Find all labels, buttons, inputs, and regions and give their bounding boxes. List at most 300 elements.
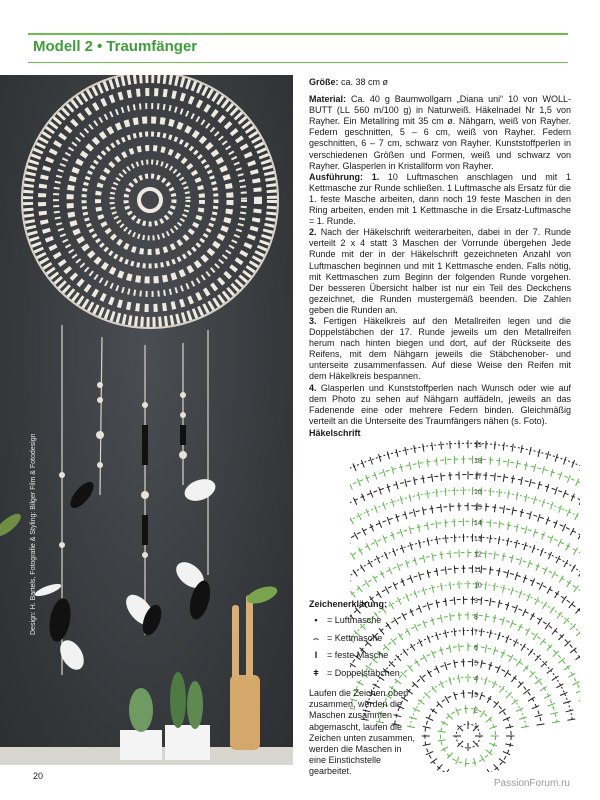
chart-stitch [559, 505, 562, 512]
chart-round-number: 3 [474, 691, 478, 699]
size-value: ca. 38 cm ø [338, 77, 389, 87]
chart-stitch [419, 639, 423, 646]
page-title [33, 38, 197, 55]
chart-stitch [440, 647, 442, 655]
material-label: Material: [309, 94, 347, 105]
chart-stitch [498, 632, 500, 640]
chart-stitch [419, 572, 421, 580]
chart-round-number: 14 [474, 520, 482, 528]
chart-stitch [383, 502, 386, 510]
chart-stitch [379, 520, 382, 527]
chart-stitch [542, 499, 545, 507]
chart-stitch [374, 505, 377, 512]
chart-stitch [441, 551, 442, 559]
chart-stitch [436, 632, 438, 640]
chart-stitch [436, 568, 437, 576]
chart-stitch [512, 444, 513, 452]
chart-stitch [353, 570, 358, 577]
chart-stitch [445, 567, 446, 575]
chart-stitch [516, 460, 517, 468]
chart-stitch [544, 567, 547, 574]
chart-stitch [576, 655, 581, 660]
chart-stitch [362, 528, 366, 535]
chart-stitch [503, 506, 504, 514]
chart-round-number: 18 [474, 457, 482, 465]
chart-stitch [512, 475, 513, 483]
chart-stitch [525, 494, 527, 502]
chart-stitch [383, 536, 386, 543]
chart-stitch [427, 522, 429, 530]
chart-stitch [387, 451, 389, 459]
chart-stitch [445, 488, 446, 496]
chart-stitch [519, 590, 522, 598]
chart-stitch [445, 598, 446, 606]
chart-stitch [507, 538, 509, 546]
chart-stitch [454, 534, 455, 542]
chart-stitch [481, 628, 482, 636]
single-crochet-icon: I [314, 650, 318, 660]
chart-stitch [552, 676, 559, 680]
chart-stitch [567, 719, 575, 720]
step-3 [309, 316, 571, 383]
chart-stitch [410, 575, 413, 583]
chart-stitch [505, 726, 513, 728]
chart-stitch [508, 522, 510, 530]
chart-stitch [546, 517, 549, 525]
chart-stitch [516, 540, 518, 548]
legend-item [309, 612, 400, 630]
chart-stitch [432, 553, 434, 561]
chart-stitch [353, 498, 357, 505]
chart-stitch [414, 509, 416, 517]
chart-stitch [414, 590, 417, 598]
chart-stitch [529, 479, 531, 487]
chart-stitch [393, 582, 397, 589]
chart-stitch [489, 662, 491, 670]
step-2-text: Nach der Häkelschrift weiterarbeiten, dabei in der 7. Runde verteilt 2 x 4 statt 3 Maschen der Vorrunde übergehen Jede Runde mit der in der Häkelschrift gezeichneten Anzahl von Luftmaschen beginnen und mit 1 Kettmasche enden. Falls nötig, mit Kettmaschen zum Beginn der folgenden Runde vorgehen. Der besseren Übersicht halber ist nur ein Teil des Deckchens gezeichnet, die Runden mustergemäß beenden. Die Zahlen geben die Runden an. [309, 227, 571, 315]
chart-stitch [436, 600, 438, 608]
chart-stitch [405, 479, 407, 487]
chart-stitch [454, 692, 457, 700]
chart-stitch [579, 570, 580, 577]
chart-round-number: 17 [474, 473, 482, 481]
chart-stitch [466, 706, 467, 714]
top-rule [28, 33, 568, 35]
chart-stitch [436, 521, 437, 529]
chart-stitch [436, 536, 437, 544]
chart-stitch [427, 635, 430, 642]
chart-round [425, 693, 511, 772]
chart-stitch [481, 597, 482, 605]
step-1 [309, 172, 571, 227]
chart-stitch [458, 675, 459, 683]
chart-stitch [400, 496, 402, 504]
chart-stitch [441, 615, 443, 623]
chart-stitch [436, 489, 437, 497]
chart-stitch [512, 507, 514, 515]
chart-round [440, 708, 495, 763]
chart-stitch [379, 487, 382, 495]
chart-stitch [427, 602, 429, 610]
chart-stitch [503, 474, 504, 482]
chart-stitch [402, 613, 406, 620]
chart-stitch [529, 511, 531, 519]
chart-stitch [423, 507, 425, 515]
chart-stitch [506, 692, 512, 698]
page-number: 20 [33, 771, 44, 781]
legend-item [309, 647, 400, 665]
legend-item [309, 630, 400, 648]
chart-stitch [427, 538, 429, 546]
chart-stitch [534, 496, 536, 504]
chart-stitch [506, 602, 508, 610]
chart-stitch [503, 752, 510, 755]
chart-stitch [542, 532, 545, 540]
chart-stitch [450, 550, 451, 558]
chart-round-number: 9 [474, 598, 478, 606]
chart-stitch [559, 472, 562, 480]
chart-stitch [463, 659, 464, 667]
chart-stitch [375, 539, 378, 546]
chart-stitch [441, 442, 442, 450]
chart-stitch [555, 454, 557, 462]
model-number: Modell 2 [33, 38, 94, 55]
chart-stitch [423, 744, 431, 746]
chart-stitch [450, 503, 451, 511]
chart-stitch [499, 458, 500, 466]
chart-stitch [370, 457, 373, 465]
chart-stitch [507, 570, 509, 578]
chart-stitch [440, 681, 444, 688]
chart-round-number: 8 [474, 613, 478, 621]
chart-stitch [438, 740, 446, 741]
chart-stitch [432, 506, 433, 514]
chart-stitch [414, 624, 417, 631]
chart-stitch [436, 458, 437, 466]
material-paragraph [309, 94, 571, 172]
chart-stitch [560, 692, 567, 695]
chart-stitch [555, 487, 558, 495]
legend-label: = Doppelstäbchen [327, 667, 400, 678]
chart-stitch [521, 477, 523, 485]
chart-stitch [445, 769, 449, 772]
chart-stitch [521, 445, 522, 453]
chart-round-number: 10 [474, 582, 482, 590]
chart-stitch [506, 635, 509, 642]
chart-stitch [547, 451, 549, 459]
chart-round-number: 16 [474, 489, 482, 496]
chart-stitch [557, 612, 562, 618]
chart-stitch [535, 655, 540, 661]
chart-stitch [563, 701, 571, 704]
chart-stitch [485, 613, 486, 621]
legend-label: = Kettmasche [327, 632, 383, 643]
chart-stitch [490, 488, 491, 496]
chart-stitch [400, 529, 403, 537]
chart-stitch [490, 567, 491, 575]
chart-stitch [438, 731, 446, 732]
chart-stitch [499, 521, 500, 529]
chart-stitch [532, 706, 539, 709]
chart-stitch [490, 457, 491, 465]
chart-stitch [537, 724, 545, 725]
chart-stitch [550, 607, 554, 614]
chart-stitch [552, 722, 560, 723]
chart-stitch [361, 460, 364, 468]
chart-stitch [409, 494, 411, 502]
chart-stitch [392, 499, 395, 507]
chart-stitch [414, 557, 416, 565]
step-4-text: Glasperlen und Kunststoffperlen nach Wunsch oder wie auf dem Photo zu sehen auf Nähgarn auffädeln, jeweils an das Fadenende eine oder mehrere Federn binden. Gleichmäßig verteilt an die Unterseite des Traumfängers nähen (s. Foto). [309, 382, 571, 426]
step-2-number: 2. [309, 227, 317, 238]
chart-stitch [520, 557, 522, 565]
chart-stitch [449, 677, 452, 685]
chart-stitch [505, 744, 513, 746]
chart-stitch [490, 535, 491, 543]
chart-stitch [350, 517, 353, 524]
chart-stitch [387, 517, 390, 525]
chart-stitch [450, 582, 451, 590]
chart-stitch [495, 504, 496, 512]
chart-stitch [400, 464, 402, 472]
chart-stitch [423, 620, 426, 627]
chart-stitch [499, 489, 500, 497]
chart-round [410, 677, 526, 727]
step-1-number: 1. [363, 171, 380, 182]
chart-stitch [486, 472, 487, 480]
chart-stitch [459, 612, 460, 620]
chart-stitch [426, 752, 433, 755]
step-3-text: Fertigen Häkelkreis auf den Metallreifen legen und die Doppelstäbchen der 17. Runde jeweils um den Metallreifen herum nach hinten biegen und dort, auf der Rückseite des Reifens, mit dem Nähgarn jeweils die Stäbchenober- und unterseite zusammenfassen. Auf diese Weise den Reifen mit dem Häkelkreis bespannen. [309, 315, 571, 382]
chart-round-number: 4 [474, 676, 478, 684]
chart-stitch [579, 498, 580, 505]
chart-stitch [489, 743, 497, 746]
chart-stitch [384, 552, 387, 559]
chart-stitch [578, 532, 580, 539]
legend-title: Zeichenerklärung: [309, 599, 388, 609]
chart-stitch [511, 587, 513, 595]
chart-stitch [532, 545, 535, 553]
chart-stitch [454, 628, 455, 636]
chart-stitch [525, 462, 527, 470]
chart-stitch [406, 560, 409, 568]
chart-stitch [454, 660, 456, 668]
chart-stitch [486, 503, 487, 511]
chart-stitch [538, 514, 540, 522]
chart-stitch [445, 457, 446, 465]
chart-stitch [366, 509, 369, 516]
chart-stitch [550, 712, 558, 714]
chart-stitch [516, 708, 523, 712]
chart-stitch [485, 645, 487, 653]
chart-stitch [572, 460, 575, 468]
chart-stitch [532, 579, 535, 586]
size-label: Größe: [309, 77, 339, 87]
chart-stitch [445, 662, 447, 670]
chart-stitch [486, 441, 487, 449]
chart-stitch [396, 449, 398, 457]
chart-stitch [574, 548, 578, 555]
chart-stitch [423, 726, 431, 728]
chart-stitch [535, 715, 543, 717]
chart-stitch [432, 585, 434, 593]
chart-stitch [528, 649, 533, 655]
chart-stitch [528, 560, 531, 568]
chart-stitch [423, 587, 425, 595]
chart-stitch [423, 555, 425, 563]
size-line [309, 77, 571, 88]
chart-stitch [515, 572, 517, 580]
chart-stitch [427, 490, 428, 498]
chart-stitch [508, 490, 509, 498]
chart-round-number: 7 [474, 629, 478, 637]
chart-stitch [494, 551, 495, 559]
watermark: PassionForum.ru [493, 778, 570, 789]
chart-stitch [494, 615, 496, 623]
chart-stitch [579, 699, 580, 701]
ausfuehrung-label: Ausführung: [309, 171, 363, 182]
chart-stitch [534, 464, 536, 472]
chart-stitch [480, 692, 483, 700]
step-4 [309, 383, 571, 427]
chart-stitch [529, 447, 531, 455]
chart-stitch [450, 472, 451, 480]
chart-stitch [503, 553, 505, 561]
chart-stitch [432, 442, 433, 450]
chart-stitch [459, 644, 460, 652]
chart-stitch [445, 519, 446, 527]
chart-stitch [414, 445, 415, 453]
chart-stitch [576, 690, 580, 693]
chart-stitch [441, 504, 442, 512]
chart-stitch [418, 492, 420, 500]
chart-stitch [498, 536, 499, 544]
chart-round-number: 6 [474, 645, 478, 652]
stitch-note: Laufen die Zeichen oben zusammen, werden die Maschen zusammen abgemascht, laufen die Zeichen unten zusammen, werden die Maschen in eine Einstichstelle gearbeitet. [309, 688, 416, 777]
chart-stitch [509, 655, 513, 662]
chart-stitch [493, 647, 495, 655]
material-value: Ca. 40 g Baumwollgarn „Diana uni“ 10 von WOLL-BUTT (LL 560 m/100 g) in Naturweiß. Häkelnadel Nr 1,5 von Rayher. Ein Metallring mit 35 cm ø. Nähgarn, weiß von Rayher. Federn geschnitten, 5 – 6 cm, weiß von Rayher. Federn geschnitten, 6 – 7 cm, schwarz von Rayher. Kunststoffperlen in verschiedenen Größen und Formen, weiß und schwarz von Rayher. Glasperlen in Kristallform von Rayher. [309, 94, 571, 171]
step-2 [309, 227, 571, 316]
chart-round-number: 5 [474, 660, 478, 668]
chart-stitch [576, 631, 580, 636]
chart-stitch [525, 526, 527, 534]
chart-stitch [376, 556, 380, 563]
chart-stitch [485, 550, 486, 558]
chart-stitch [392, 532, 395, 540]
chart-stitch [401, 672, 407, 678]
chart-stitch [393, 548, 396, 556]
chart-stitch [515, 605, 518, 613]
chart-stitch [539, 582, 543, 589]
legend-label: = feste Masche [327, 650, 389, 660]
chart-stitch [396, 514, 398, 522]
chain-stitch-icon: • [314, 615, 318, 625]
chart-stitch [533, 529, 536, 537]
chart-stitch [490, 598, 491, 606]
chart-stitch [454, 566, 455, 574]
chart-stitch [510, 620, 513, 627]
chart-stitch [502, 585, 504, 593]
chart-round-number: 15 [474, 504, 482, 512]
chart-stitch [495, 442, 496, 450]
chart-round-number: 12 [474, 551, 482, 559]
chart-stitch [350, 591, 355, 597]
chart-stitch [495, 473, 496, 481]
chart-stitch [542, 466, 544, 474]
chart-stitch [472, 659, 473, 667]
chart-stitch [466, 759, 467, 767]
legend-item [309, 665, 400, 683]
chart-stitch [432, 474, 433, 482]
chart-stitch [497, 666, 500, 673]
chart-stitch [550, 502, 553, 510]
chart-stitch [424, 692, 430, 698]
chart-stitch [521, 509, 523, 517]
chart-round-number: 19 [474, 442, 482, 450]
chart-stitch [494, 583, 495, 591]
chart-stitch [423, 444, 424, 452]
chart-stitch [379, 454, 381, 462]
chart-stitch [474, 758, 476, 766]
chart-round-number: 11 [474, 567, 482, 574]
photo-credit: Design: H. Bartels, Fotografie & Styling: Bilger Film & Fotodesign [30, 433, 37, 635]
chart-stitch [567, 475, 570, 483]
chart-stitch [449, 645, 451, 653]
chart-stitch [516, 492, 518, 500]
chart-stitch [463, 690, 464, 698]
chart-stitch [456, 757, 459, 764]
chart-stitch [456, 708, 459, 715]
chart-stitch [410, 609, 413, 616]
chart-stitch [427, 570, 429, 578]
chart-stitch [502, 617, 504, 625]
chart-stitch [383, 469, 385, 477]
model-name: Traumfänger [106, 38, 198, 55]
chart-round-number: 2 [474, 707, 478, 715]
chart-stitch [418, 460, 419, 468]
chart-stitch [487, 769, 491, 772]
chart-stitch [374, 472, 377, 480]
chart-stitch [397, 563, 400, 570]
slip-stitch-icon: ⌢ [313, 632, 319, 643]
chart-stitch [427, 459, 428, 467]
chart-stitch [562, 524, 565, 531]
chart-stitch [554, 520, 557, 527]
chart-stitch [405, 447, 407, 455]
chart-stitch [450, 613, 451, 621]
chart-stitch [527, 594, 530, 601]
title-separator: • [97, 38, 103, 55]
chart-stitch [481, 660, 483, 668]
chart-label: Häkelschrift [309, 428, 361, 438]
chart-stitch [454, 519, 455, 527]
chart-stitch [485, 582, 486, 590]
chart-stitch [523, 575, 526, 583]
chart-round-number: 1 [474, 723, 478, 730]
chart-stitch [472, 690, 473, 698]
chart-stitch [441, 583, 442, 591]
chart-stitch [441, 473, 442, 481]
chart-stitch [548, 703, 556, 706]
chart-stitch [523, 609, 526, 616]
chart-stitch [548, 552, 551, 559]
chart-stitch [521, 726, 529, 727]
chart-stitch [540, 548, 543, 556]
chart-stitch [445, 535, 446, 543]
chart-stitch [508, 459, 509, 467]
step-1-text: 10 Luftmaschen anschlagen und mit 1 Kettmasche zur Runde schließen. 1 Luftmasche als Ersatz für die 1. feste Masche arbeiten, dann noch 19 feste Maschen in den Ring arbeiten, enden mit 1 Kettmasche in die Ersatz-Luftmasche = 1. Runde. [309, 171, 571, 227]
